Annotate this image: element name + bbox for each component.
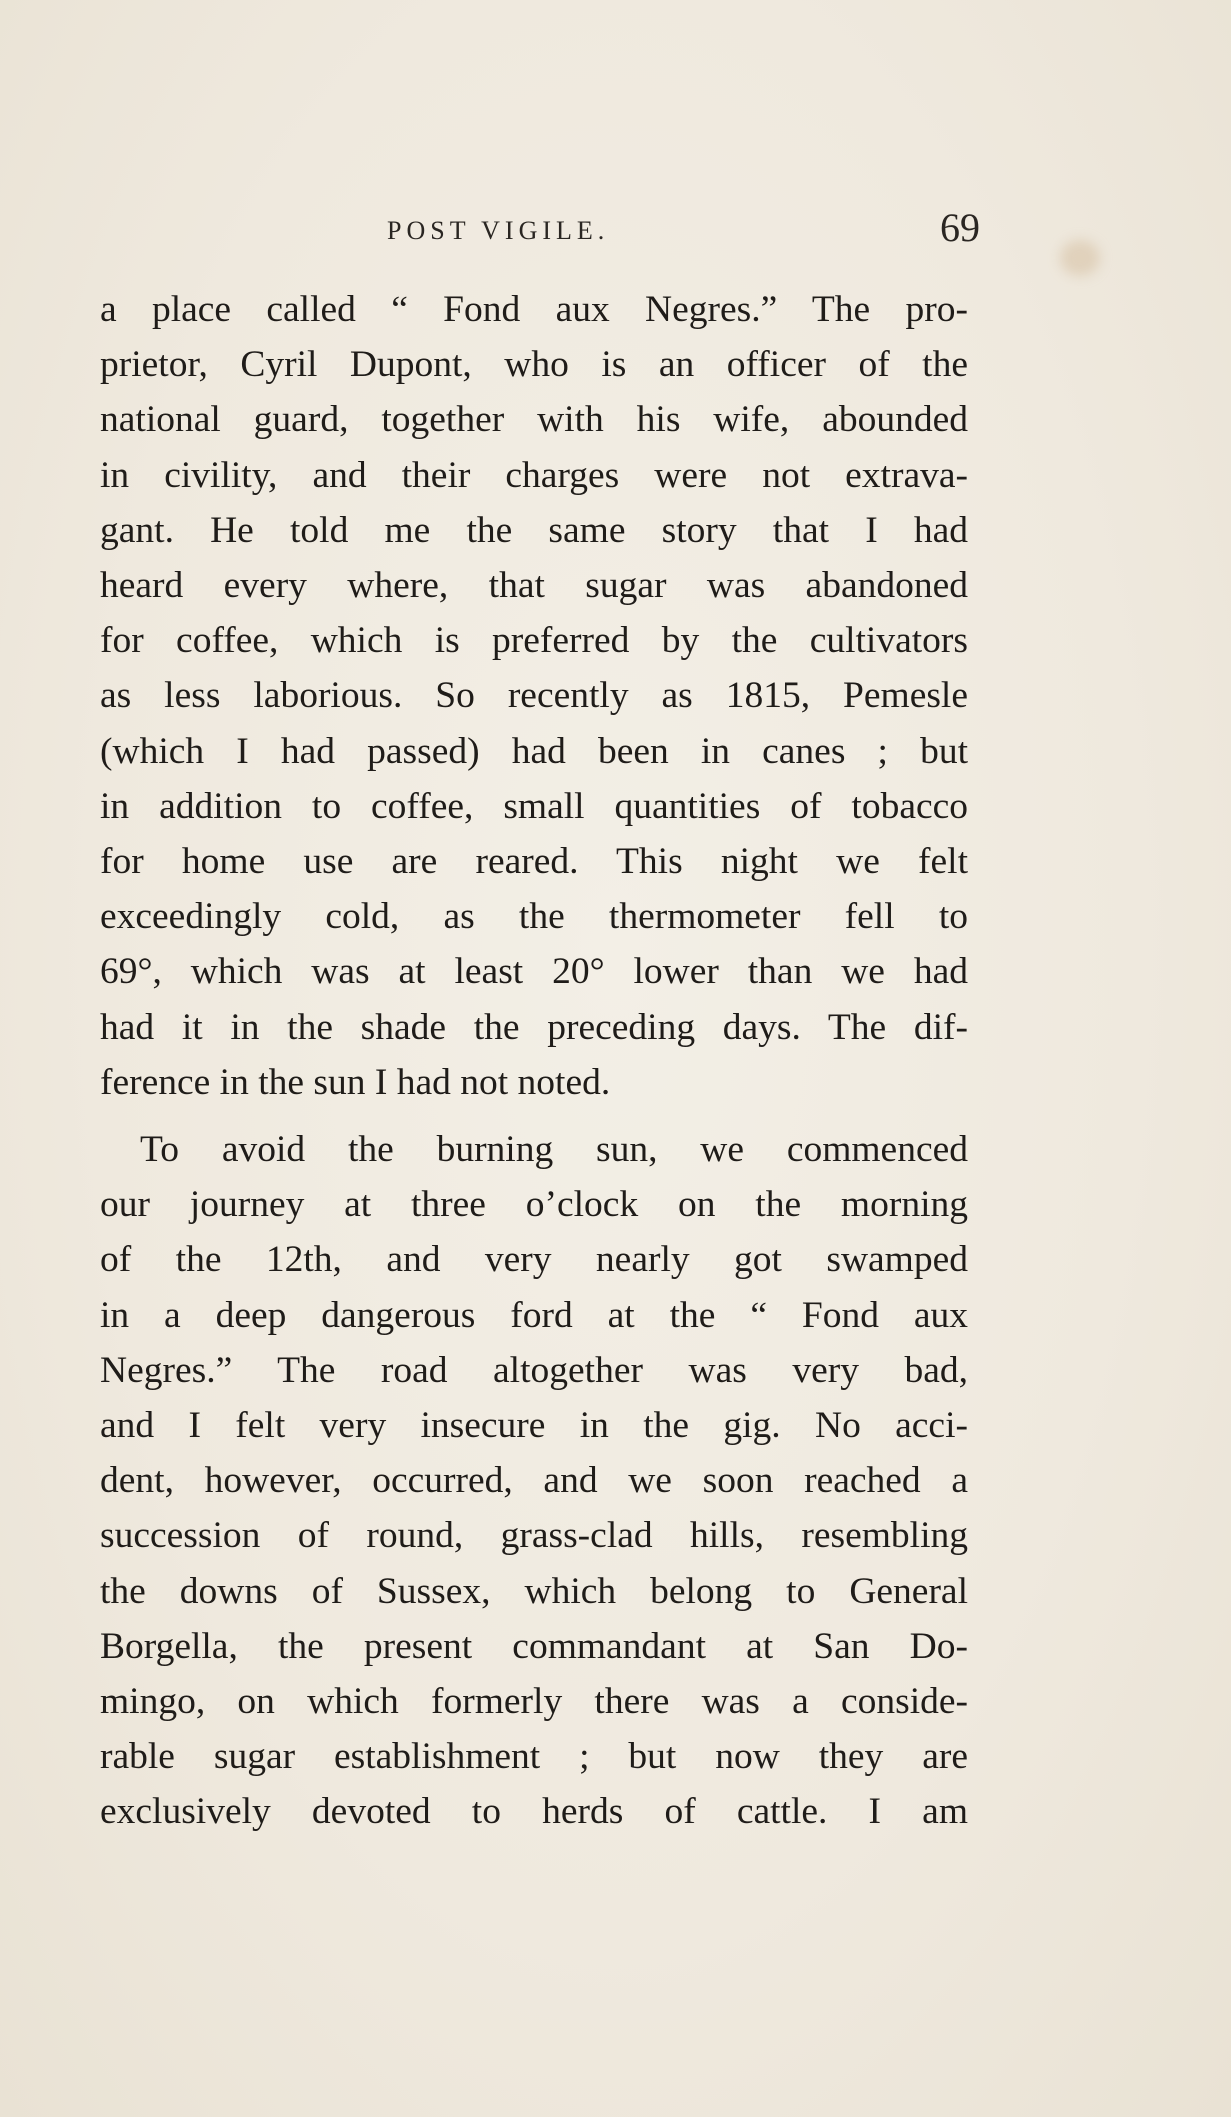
body-text xyxy=(100,282,968,1840)
paragraph-gap xyxy=(100,1110,968,1122)
text-line: gant. He told me the same story that I had xyxy=(100,509,968,551)
text-line: had it in the shade the preceding days. The dif- xyxy=(100,1006,968,1048)
paragraph-2 xyxy=(100,1122,968,1840)
text-line: ference in the sun I had not noted. xyxy=(100,1061,611,1103)
text-line: in civility, and their charges were not extrava- xyxy=(100,454,968,496)
text-line: national guard, together with his wife, abounded xyxy=(100,399,968,441)
text-line: for home use are reared. This night we felt xyxy=(100,841,968,883)
text-line: (which I had passed) had been in canes ; but xyxy=(100,730,968,772)
running-head: POST VIGILE. xyxy=(387,216,610,245)
text-line: in addition to coffee, small quantities of tobacco xyxy=(100,785,968,827)
text-line: succession of round, grass-clad hills, resembling xyxy=(100,1515,968,1557)
paragraph-1 xyxy=(100,282,968,1110)
text-line: Negres.” The road altogether was very bad, xyxy=(100,1349,968,1391)
text-line: dent, however, occurred, and we soon reached a xyxy=(100,1460,968,1502)
text-line: To avoid the burning sun, we commenced xyxy=(140,1129,968,1171)
text-line: 69°, which was at least 20° lower than we had xyxy=(100,951,968,993)
text-line: Borgella, the present commandant at San Do- xyxy=(100,1625,968,1667)
text-line: in a deep dangerous ford at the “ Fond aux xyxy=(100,1294,968,1336)
text-line: for coffee, which is preferred by the cultivators xyxy=(100,620,968,662)
text-line: and I felt very insecure in the gig. No acci- xyxy=(100,1405,968,1447)
text-line: mingo, on which formerly there was a conside- xyxy=(100,1681,968,1723)
text-line: as less laborious. So recently as 1815, Pemesle xyxy=(100,675,968,717)
text-line: exclusively devoted to herds of cattle. I am xyxy=(100,1791,968,1833)
text-line: exceedingly cold, as the thermometer fell to xyxy=(100,896,968,938)
text-line: our journey at three o’clock on the morning xyxy=(100,1184,968,1226)
text-line: of the 12th, and very nearly got swamped xyxy=(100,1239,968,1281)
text-line: prietor, Cyril Dupont, who is an officer of the xyxy=(100,344,968,386)
text-line: heard every where, that sugar was abandoned xyxy=(100,565,968,607)
page-number: 69 xyxy=(940,205,980,250)
paper-stain xyxy=(1060,240,1100,276)
text-line: a place called “ Fond aux Negres.” The pro- xyxy=(100,289,968,330)
page-header xyxy=(100,204,980,254)
text-line: rable sugar establishment ; but now they are xyxy=(100,1736,968,1778)
text-line: the downs of Sussex, which belong to General xyxy=(100,1570,968,1612)
